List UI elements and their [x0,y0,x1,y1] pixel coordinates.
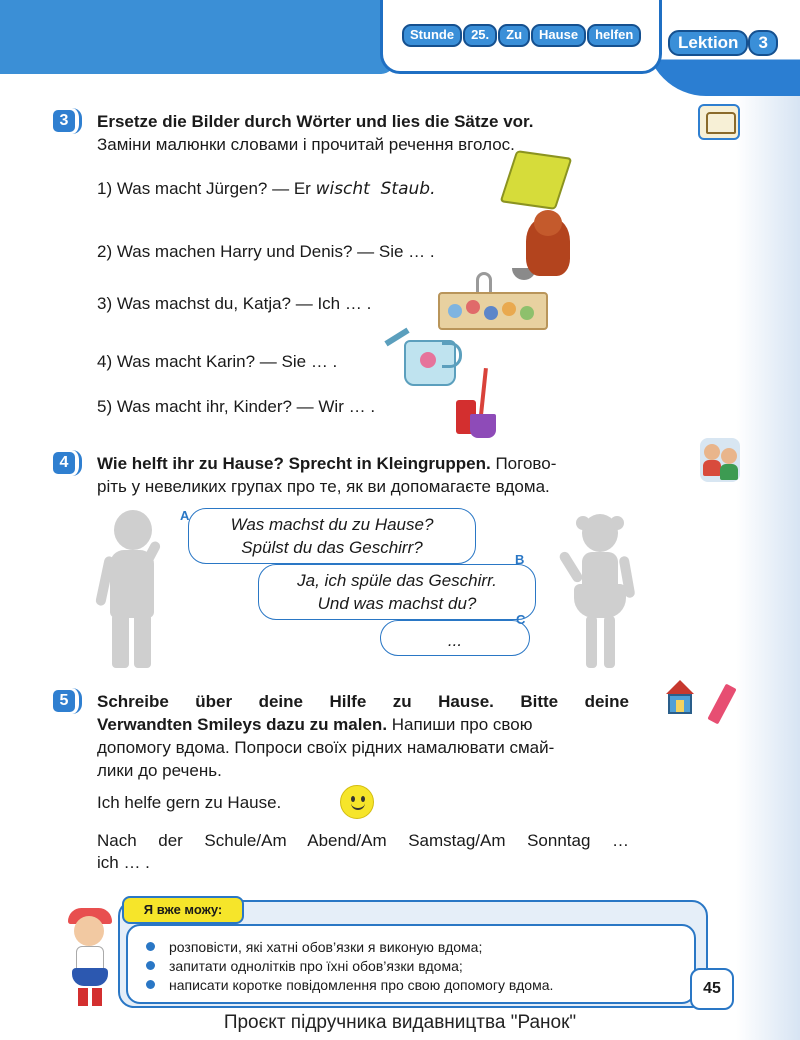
header-blue-band [0,0,395,74]
ex3-item-1: 1) Was macht Jürgen? — Er wischt Staub. [97,179,436,199]
speech-bubble-c: ... [380,620,530,656]
dog-head [534,210,562,236]
ex5-title-line2: Verwandten Smileys dazu zu malen. Напиши про свою [97,715,533,734]
boy-silhouette [96,510,176,670]
book-icon [698,104,740,140]
girl-in-costume-picture [62,908,118,1008]
smiley-icon [340,785,374,819]
ex5-sentence-2: Nach der Schule/Am Abend/Am Samstag/Am Sonntag … [97,831,629,850]
ex3-item-4: 4) Was macht Karin? — Sie … . [97,352,338,371]
speech-bubble-a-tag: A [180,508,190,523]
exercise-number-arc [72,450,82,476]
ex3-item-2: 2) Was machen Harry und Denis? — Sie … . [97,242,435,261]
ex5-title-line1: Schreibe über deine Hilfe zu Hause. Bitte deine [97,692,629,711]
ex3-title-de: Ersetze die Bilder durch Wörter und lies die Sätze vor. [97,112,534,131]
broom-head [470,414,496,438]
house-icon [662,680,698,716]
ex3-item-5: 5) Was macht ihr, Kinder? — Wir … . [97,397,376,416]
ex4-title: Wie helft ihr zu Hause? Sprecht in Kleingruppen. Погово- [97,454,557,473]
lektion-badge: Lektion 3 [668,30,778,56]
footer-publisher-note: Проєкт підручника видавництва "Ранок" [223,1012,577,1033]
summary-list-box [126,924,696,1004]
exercise-number: 5 [53,690,75,712]
exercise-number-arc [72,108,82,134]
exercise-number-arc [72,688,82,714]
watering-can-handle [442,342,462,368]
summary-bullet: розповісти, які хатні обов’язки я виконую вдома; [146,938,482,957]
lesson-title: Stunde 25. Zu Hause helfen [402,24,642,47]
ex5-title-line4: лики до речень. [97,761,222,780]
kids-icon [700,438,740,482]
speech-bubble-b-tag: B [515,552,525,567]
speech-bubble-a: Was machst du zu Hause? Spülst du das Geschirr? [188,508,476,564]
sink-with-dishes-picture [438,292,548,330]
exercise-number: 4 [53,452,75,474]
ex5-sentence-1: Ich helfe gern zu Hause. [97,793,282,812]
ex5-title-line3: допомогу вдома. Попроси своїх рідних намалювати смай- [97,738,555,757]
ex4-title-ua: ріть у невеликих групах про те, як ви допомагаєте вдома. [97,477,550,496]
speech-bubble-b: Ja, ich spüle das Geschirr. Und was machst du? [258,564,536,620]
flower-icon [420,352,436,368]
girl-silhouette [560,512,640,672]
dust-cloth-picture [500,150,573,210]
summary-bullet: запитати однолітків про їхні обов’язки вдома; [146,957,463,976]
ex3-item-3: 3) Was machst du, Katja? — Ich … . [97,294,372,313]
right-margin-gradient [736,96,800,1040]
ex3-title-ua: Заміни малюнки словами і прочитай речення вголос. [97,135,515,154]
ex3-item-1-answer: wischt Staub. [315,179,436,199]
exercise-number: 3 [53,110,75,132]
speech-bubble-c-tag: C [516,612,526,627]
pencil-icon [707,684,736,725]
summary-label: Я вже можу: [122,896,244,924]
page-number: 45 [690,968,734,1010]
summary-bullet: написати коротке повідомлення про свою допомогу вдома. [146,976,553,995]
ex5-sentence-2-end: ich … . [97,853,150,872]
